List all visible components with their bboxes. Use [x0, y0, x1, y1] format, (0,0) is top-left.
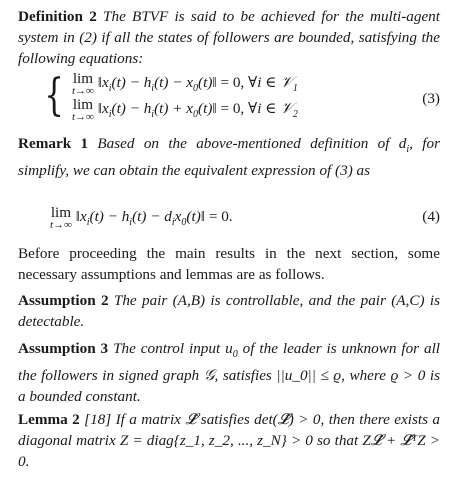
lemma-2-text-c: ) > 0, then there exists a diagonal matrix: [18, 411, 441, 449]
assumption-3-bound: ||u_0|| ≤ ϱ, where ϱ > 0 is a bounded constant.: [18, 367, 440, 406]
lemma-2: [18, 409, 440, 472]
lemma-2-text-b: satisfies det(: [200, 411, 278, 428]
equation-4-body: lim t→∞ $‖x_i(t) - h_i(t)$ − $d_ix_0(t)‖ = 0$.: [50, 204, 233, 231]
assumption-3-label: Assumption 3: [18, 340, 109, 357]
lemma-2-text-d: so that: [317, 432, 359, 449]
remark-1: [18, 133, 440, 181]
remark-var: $d_i$: [398, 135, 410, 156]
assumption-2-label: Assumption 2: [18, 292, 109, 309]
assumption-3-text-b: of the leader is unknown for all the followers in signed graph 𝒢, satisfies: [18, 340, 441, 385]
lemma-2-inequality: Z𝓛̂ + 𝓛̂ᵀZ > 0.: [18, 432, 441, 470]
limit-operator: lim t→∞: [50, 204, 72, 231]
remark-text-b: , for simplify, we can obtain the equivalent expression of (3) as: [18, 135, 440, 180]
equation-3-row-2-body: $‖x_i(t) - h_i(t)$ + $x_0(t)‖ = 0$, ∀i ∈ 𝒱$_2$: [97, 100, 298, 121]
definition-label: Definition 2: [18, 8, 97, 25]
assumption-3-u0: $u_0$: [225, 340, 238, 361]
limit-operator: lim t→∞: [72, 96, 94, 123]
assumption-2-text: The pair (A,B) is controllable, and the pair (A,C) is detectable.: [18, 292, 440, 330]
equation-3: [0, 70, 456, 128]
lemma-2-matrix: 𝓛̂: [277, 411, 289, 428]
assumption-3-text-a: The control input: [113, 340, 221, 357]
equation-3-number: (3): [422, 90, 440, 107]
lemma-2-text-a: If a matrix: [115, 411, 181, 428]
limit-operator: lim t→∞: [72, 70, 94, 97]
paragraph-before-results: Before proceeding the main results in the next section, some necessary assumptions and lemmas are as follows.: [18, 245, 440, 283]
equation-3-row-1-body: $‖x_i(t) - h_i(t)$ − $x_0(t)‖ = 0$, ∀i ∈ 𝒱$_1$: [97, 74, 298, 95]
remark-label: Remark 1: [18, 135, 89, 152]
assumption-2: [18, 290, 440, 332]
equation-3-row-2: [72, 98, 298, 125]
lemma-2-label: Lemma 2: [18, 411, 80, 428]
equation-3-row-1: [72, 72, 298, 99]
remark-text-a: Based on the above-mentioned definition of: [97, 135, 390, 152]
definition-2: [18, 6, 440, 69]
lemma-2-matrix: 𝓛̂: [185, 411, 197, 428]
left-brace: {: [44, 70, 64, 121]
lemma-2-ref: [18]: [84, 411, 112, 428]
assumption-3: [18, 338, 440, 407]
lemma-2-zdef: Z = diag{z_1, z_2, ..., z_N} > 0: [119, 432, 313, 449]
definition-text: The BTVF is said to be achieved for the multi-agent system in (2) if all the states of followers are bounded, satisfying the following equations:: [18, 8, 440, 67]
equation-4-number: (4): [422, 208, 440, 225]
equation-4: [0, 206, 456, 238]
